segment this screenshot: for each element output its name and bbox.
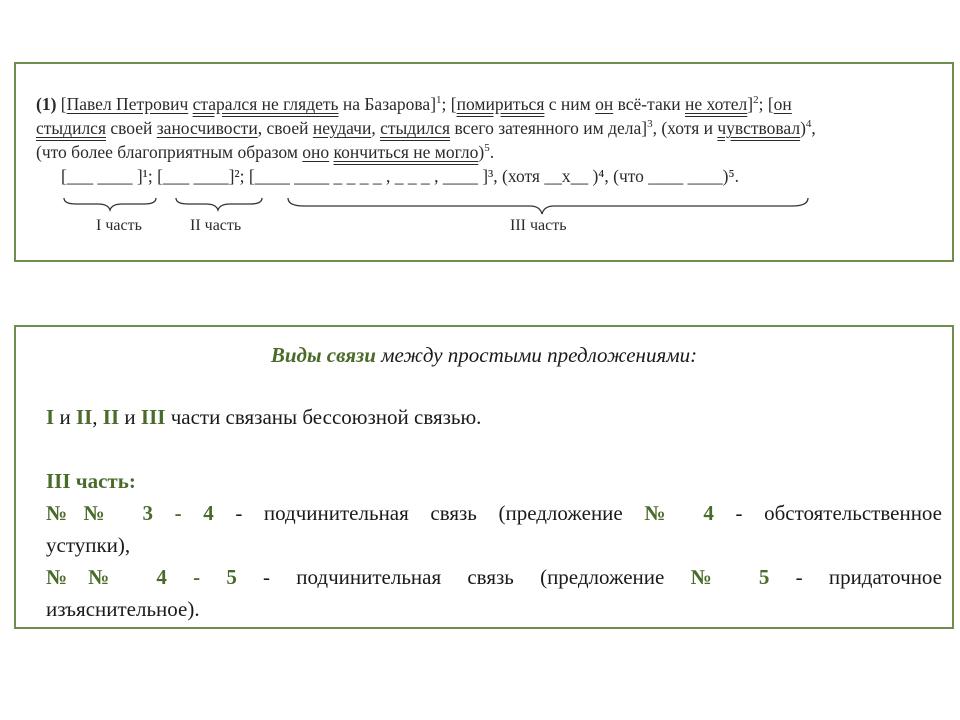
item2-num: № 5 (690, 565, 770, 589)
s4-pred: чувствовал (717, 118, 801, 138)
item1-num: № 4 (644, 501, 714, 525)
s2-predicate: помириться (456, 94, 545, 114)
line1-rest: части связаны бессоюзной связью. (165, 405, 482, 429)
sentence-line-2: стыдился своей заносчивости, своей неудачи, стыдился всего затеянного им дела]$^3$, (хотя и чувствовал)$^4$, (36, 118, 816, 138)
item2-nums: №№ 4 - 5 (46, 565, 237, 589)
s2-mid: с ним (548, 94, 591, 114)
sentence-number: (1) (36, 94, 57, 114)
item1-line-b: уступки), (46, 533, 131, 557)
part-ii-b: II (102, 405, 120, 429)
comma: , (92, 405, 103, 429)
s3-w2: своей (266, 118, 309, 138)
part-iii: III (140, 405, 166, 429)
s5-pred: кончиться не могло (333, 142, 479, 162)
title-rest: между простыми предложениями: (375, 343, 698, 367)
s4-conj: (хотя и (661, 118, 713, 138)
sentence-scan-box (14, 62, 954, 262)
s2-predicate2: не хотел (685, 94, 748, 114)
s1-rest: на Базарова (342, 94, 431, 114)
s5-subject: оно (302, 142, 330, 162)
s1-predicate: старался не глядеть (192, 94, 339, 114)
brace-part-2 (176, 198, 262, 210)
part-braces (36, 192, 936, 252)
and-2: и (119, 405, 141, 429)
title-bold: Виды связи (270, 343, 376, 367)
item1-line-a (46, 497, 942, 529)
s3-subject: он (773, 94, 792, 114)
item1-nums: №№ 3 - 4 (46, 501, 214, 525)
s3-pred2: стыдился (380, 118, 451, 138)
item2-line-b: изъяснительное). (46, 597, 200, 621)
item2-text-a: - подчинительная связь (предложение (236, 565, 691, 589)
brace-label-part1: I часть (96, 217, 142, 234)
sentence-scheme: [___ ____ ]¹; [___ ____]²; [____ ____ _ _ _ _ , _ _ _ , ____ ]³, (хотя __х__ )⁴, (что ____ ____)⁵. (61, 166, 739, 186)
brace-label-part2: II часть (190, 217, 242, 234)
analysis-title (16, 343, 952, 368)
s1-subject: Павел Петрович (66, 94, 189, 114)
sentence-line-1: (1) [Павел Петрович старался не глядеть на Базарова]$^1$; [помириться с ним он всё-таки не хотел]$^2$; [он (36, 94, 792, 114)
sentence-text (36, 92, 936, 188)
analysis-box (14, 325, 954, 629)
part-ii: II (75, 405, 93, 429)
brace-label-part3: III часть (510, 217, 567, 234)
item1-text-b: - обстоятельственное (713, 501, 943, 525)
analysis-line-1 (46, 401, 942, 433)
item2-text-b: - придаточное (769, 565, 943, 589)
part-heading: III часть: (46, 469, 136, 493)
item1-text-a: - подчинительная связь (предложение (213, 501, 645, 525)
s3-rest: всего затеянного им дела (454, 118, 642, 138)
s5-start: (что более благоприятным образом (36, 142, 298, 162)
s3-obj2: неудачи (312, 118, 372, 138)
brace-part-3 (288, 198, 808, 214)
s3-obj1: заносчивости (156, 118, 258, 138)
item2-line-a (46, 561, 942, 593)
s2-mid2: всё-таки (617, 94, 681, 114)
s3-w1: своей (110, 118, 153, 138)
part-i: I (46, 405, 55, 429)
and-1: и (54, 405, 76, 429)
s3-pred1: стыдился (36, 118, 106, 138)
brace-part-1 (64, 198, 156, 210)
sentence-line-3: (что более благоприятным образом оно кончиться не могло)$^5$. (36, 142, 495, 162)
s2-subject: он (595, 94, 614, 114)
